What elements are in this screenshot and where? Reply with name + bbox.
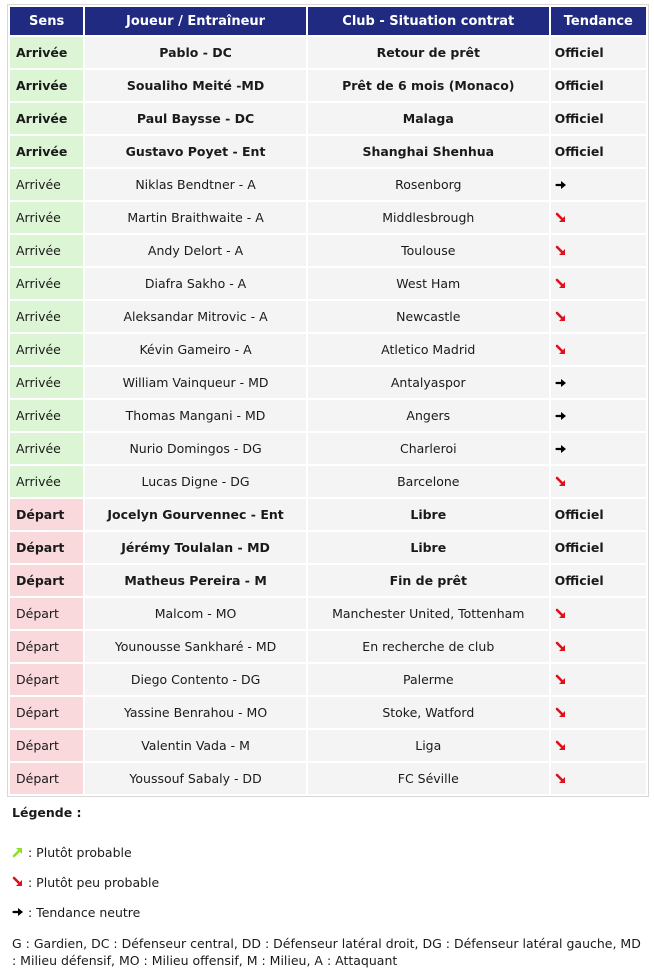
arrow-down-right-icon bbox=[555, 476, 642, 488]
legend-neutral bbox=[12, 897, 648, 927]
table-row bbox=[10, 70, 646, 101]
cell-player: Aleksandar Mitrovic - A bbox=[85, 301, 306, 332]
cell-player: Malcom - MO bbox=[85, 598, 306, 629]
cell-player: Pablo - DC bbox=[85, 37, 306, 68]
header-trend: Tendance bbox=[551, 7, 646, 35]
cell-club: Prêt de 6 mois (Monaco) bbox=[308, 70, 549, 101]
cell-club: Libre bbox=[308, 499, 549, 530]
cell-sens: Arrivée bbox=[10, 466, 83, 497]
cell-trend bbox=[551, 763, 646, 794]
cell-club: FC Séville bbox=[308, 763, 549, 794]
cell-sens: Arrivée bbox=[10, 169, 83, 200]
header-club: Club - Situation contrat bbox=[308, 7, 549, 35]
cell-trend: Officiel bbox=[551, 532, 646, 563]
cell-trend bbox=[551, 334, 646, 365]
table-row bbox=[10, 367, 646, 398]
arrow-down-right-icon bbox=[555, 212, 642, 224]
table-row bbox=[10, 169, 646, 200]
cell-sens: Départ bbox=[10, 664, 83, 695]
cell-trend bbox=[551, 169, 646, 200]
arrow-down-right-icon bbox=[555, 707, 642, 719]
cell-trend bbox=[551, 400, 646, 431]
arrow-up-right-icon bbox=[12, 846, 24, 858]
cell-player: Niklas Bendtner - A bbox=[85, 169, 306, 200]
table-row bbox=[10, 763, 646, 794]
arrow-down-right-icon bbox=[555, 608, 642, 620]
cell-club: Charleroi bbox=[308, 433, 549, 464]
cell-trend bbox=[551, 367, 646, 398]
arrow-down-right-icon bbox=[555, 773, 642, 785]
table-row bbox=[10, 37, 646, 68]
cell-player: Gustavo Poyet - Ent bbox=[85, 136, 306, 167]
table-row bbox=[10, 664, 646, 695]
cell-club: West Ham bbox=[308, 268, 549, 299]
arrow-down-right-icon bbox=[555, 344, 642, 356]
cell-club: Antalyaspor bbox=[308, 367, 549, 398]
cell-player: Kévin Gameiro - A bbox=[85, 334, 306, 365]
cell-trend: Officiel bbox=[551, 103, 646, 134]
arrow-down-right-icon bbox=[555, 641, 642, 653]
cell-club: Rosenborg bbox=[308, 169, 549, 200]
cell-player: Paul Baysse - DC bbox=[85, 103, 306, 134]
table-row bbox=[10, 136, 646, 167]
cell-trend bbox=[551, 433, 646, 464]
cell-trend bbox=[551, 598, 646, 629]
table-row bbox=[10, 532, 646, 563]
cell-sens: Arrivée bbox=[10, 433, 83, 464]
cell-player: Martin Braithwaite - A bbox=[85, 202, 306, 233]
table-row bbox=[10, 202, 646, 233]
cell-trend bbox=[551, 664, 646, 695]
cell-sens: Arrivée bbox=[10, 301, 83, 332]
table-row bbox=[10, 499, 646, 530]
cell-trend: Officiel bbox=[551, 136, 646, 167]
arrow-down-right-icon bbox=[555, 674, 642, 686]
cell-player: Diafra Sakho - A bbox=[85, 268, 306, 299]
cell-player: Diego Contento - DG bbox=[85, 664, 306, 695]
cell-club: Angers bbox=[308, 400, 549, 431]
cell-sens: Arrivée bbox=[10, 136, 83, 167]
cell-player: Matheus Pereira - M bbox=[85, 565, 306, 596]
cell-club: Retour de prêt bbox=[308, 37, 549, 68]
cell-club: Liga bbox=[308, 730, 549, 761]
table-row bbox=[10, 433, 646, 464]
cell-sens: Arrivée bbox=[10, 103, 83, 134]
cell-player: Andy Delort - A bbox=[85, 235, 306, 266]
cell-club: Shanghai Shenhua bbox=[308, 136, 549, 167]
cell-sens: Départ bbox=[10, 499, 83, 530]
cell-sens: Départ bbox=[10, 598, 83, 629]
cell-sens: Départ bbox=[10, 697, 83, 728]
arrow-right-icon bbox=[555, 377, 642, 389]
cell-player: Nurio Domingos - DG bbox=[85, 433, 306, 464]
cell-player: Jocelyn Gourvennec - Ent bbox=[85, 499, 306, 530]
arrow-down-right-icon bbox=[555, 311, 642, 323]
cell-sens: Départ bbox=[10, 532, 83, 563]
cell-club: En recherche de club bbox=[308, 631, 549, 662]
arrow-right-icon bbox=[555, 410, 642, 422]
header-player: Joueur / Entraîneur bbox=[85, 7, 306, 35]
legend bbox=[12, 805, 648, 969]
cell-trend bbox=[551, 235, 646, 266]
table-row bbox=[10, 301, 646, 332]
legend-title: Légende : bbox=[12, 805, 82, 820]
header-sens: Sens bbox=[10, 7, 83, 35]
table-row bbox=[10, 268, 646, 299]
cell-sens: Arrivée bbox=[10, 334, 83, 365]
table-row bbox=[10, 103, 646, 134]
cell-sens: Arrivée bbox=[10, 202, 83, 233]
arrow-right-icon bbox=[555, 443, 642, 455]
arrow-right-icon bbox=[12, 906, 24, 918]
legend-down-label: : Plutôt peu probable bbox=[28, 874, 160, 890]
cell-player: Yassine Benrahou - MO bbox=[85, 697, 306, 728]
table-row bbox=[10, 334, 646, 365]
cell-sens: Départ bbox=[10, 730, 83, 761]
arrow-down-right-icon bbox=[555, 278, 642, 290]
cell-trend bbox=[551, 268, 646, 299]
cell-player: Valentin Vada - M bbox=[85, 730, 306, 761]
cell-player: Younousse Sankharé - MD bbox=[85, 631, 306, 662]
cell-club: Middlesbrough bbox=[308, 202, 549, 233]
arrow-down-right-icon bbox=[12, 876, 24, 888]
abbreviations-note: G : Gardien, DC : Défenseur central, DD : Défenseur latéral droit, DG : Défenseur latéral gauche, MD : Milieu défensif, MO : Milieu offensif, M : Milieu, A : Attaquant bbox=[12, 936, 641, 968]
cell-club: Barcelone bbox=[308, 466, 549, 497]
cell-sens: Arrivée bbox=[10, 235, 83, 266]
cell-sens: Arrivée bbox=[10, 70, 83, 101]
cell-player: Youssouf Sabaly - DD bbox=[85, 763, 306, 794]
cell-trend: Officiel bbox=[551, 70, 646, 101]
cell-trend: Officiel bbox=[551, 499, 646, 530]
table-header-row bbox=[10, 7, 646, 35]
transfers-table bbox=[8, 5, 648, 796]
cell-club: Palerme bbox=[308, 664, 549, 695]
arrow-down-right-icon bbox=[555, 740, 642, 752]
cell-club: Atletico Madrid bbox=[308, 334, 549, 365]
cell-sens: Arrivée bbox=[10, 400, 83, 431]
cell-club: Manchester United, Tottenham bbox=[308, 598, 549, 629]
cell-club: Libre bbox=[308, 532, 549, 563]
cell-player: Soualiho Meité -MD bbox=[85, 70, 306, 101]
arrow-right-icon bbox=[555, 179, 642, 191]
table-row bbox=[10, 730, 646, 761]
legend-up-label: : Plutôt probable bbox=[28, 844, 132, 860]
table-row bbox=[10, 466, 646, 497]
cell-sens: Départ bbox=[10, 631, 83, 662]
table-row bbox=[10, 631, 646, 662]
cell-sens: Arrivée bbox=[10, 268, 83, 299]
arrow-down-right-icon bbox=[555, 245, 642, 257]
cell-club: Newcastle bbox=[308, 301, 549, 332]
table-row bbox=[10, 235, 646, 266]
cell-sens: Départ bbox=[10, 565, 83, 596]
table-row bbox=[10, 598, 646, 629]
cell-player: William Vainqueur - MD bbox=[85, 367, 306, 398]
cell-trend: Officiel bbox=[551, 37, 646, 68]
cell-trend bbox=[551, 631, 646, 662]
table-row bbox=[10, 400, 646, 431]
cell-club: Toulouse bbox=[308, 235, 549, 266]
table-row bbox=[10, 697, 646, 728]
cell-trend bbox=[551, 202, 646, 233]
cell-club: Stoke, Watford bbox=[308, 697, 549, 728]
cell-trend bbox=[551, 466, 646, 497]
cell-trend: Officiel bbox=[551, 565, 646, 596]
cell-trend bbox=[551, 697, 646, 728]
legend-up bbox=[12, 837, 648, 867]
cell-club: Malaga bbox=[308, 103, 549, 134]
cell-club: Fin de prêt bbox=[308, 565, 549, 596]
cell-sens: Départ bbox=[10, 763, 83, 794]
cell-player: Thomas Mangani - MD bbox=[85, 400, 306, 431]
cell-sens: Arrivée bbox=[10, 367, 83, 398]
cell-player: Lucas Digne - DG bbox=[85, 466, 306, 497]
cell-sens: Arrivée bbox=[10, 37, 83, 68]
cell-trend bbox=[551, 730, 646, 761]
cell-trend bbox=[551, 301, 646, 332]
cell-player: Jérémy Toulalan - MD bbox=[85, 532, 306, 563]
legend-neutral-label: : Tendance neutre bbox=[28, 904, 141, 920]
legend-down bbox=[12, 867, 648, 897]
table-row bbox=[10, 565, 646, 596]
